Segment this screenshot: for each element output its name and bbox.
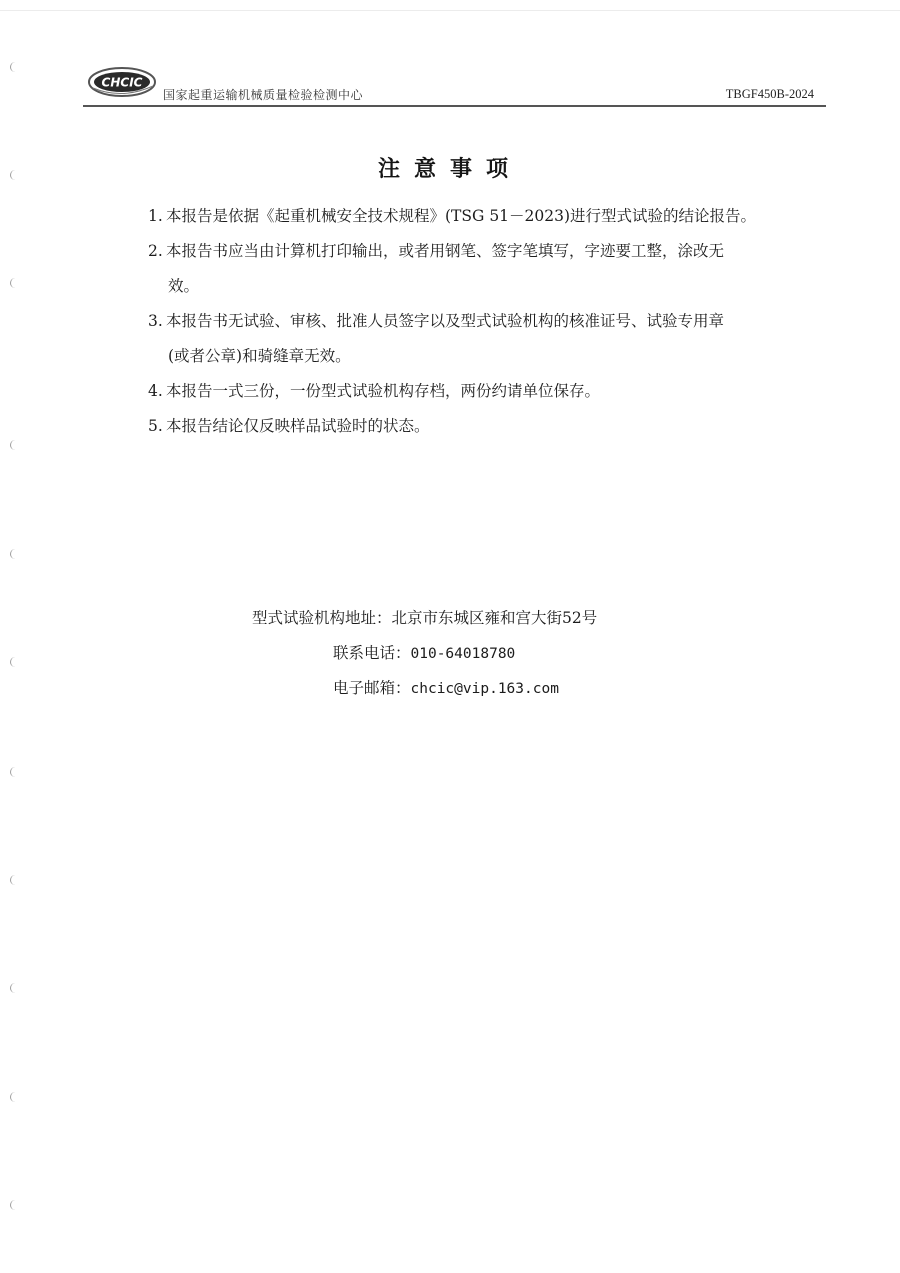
notice-item xyxy=(148,374,838,409)
notice-text: 本报告书无试验、审核、批准人员签字以及型式试验机构的核准证号、试验专用章 xyxy=(166,312,725,330)
punch-hole-mark xyxy=(10,1092,17,1102)
notice-number: 2. xyxy=(148,242,163,260)
document-code: TBGF450B-2024 xyxy=(725,87,814,101)
phone-line xyxy=(333,636,515,671)
punch-hole-mark xyxy=(10,1200,17,1210)
phone-label: 联系电话： xyxy=(333,644,411,662)
notice-text-continued: (或者公章)和骑缝章无效。 xyxy=(168,347,351,365)
header-divider xyxy=(83,105,826,107)
notice-item xyxy=(148,199,838,234)
punch-hole-mark xyxy=(10,549,17,559)
notice-text: 本报告是依据《起重机械安全技术规程》(TSG 51－2023)进行型式试验的结论报告。 xyxy=(166,207,757,225)
organization-name: 国家起重运输机械质量检验检测中心 xyxy=(163,88,364,102)
punch-hole-mark xyxy=(10,983,17,993)
address-line xyxy=(252,601,597,635)
page-header xyxy=(83,64,826,108)
notice-list xyxy=(148,199,838,444)
notice-item xyxy=(148,304,838,374)
email-value: chcic@vip.163.com xyxy=(410,681,559,697)
punch-hole-mark xyxy=(10,62,17,72)
page-top-edge xyxy=(0,10,900,11)
notice-number: 1. xyxy=(148,207,163,225)
address-value: 北京市东城区雍和宫大街52号 xyxy=(391,609,598,627)
email-label: 电子邮箱： xyxy=(333,679,411,697)
svg-text:CHCIC: CHCIC xyxy=(101,75,143,90)
notice-text: 本报告一式三份，一份型式试验机构存档，两份约请单位保存。 xyxy=(166,382,601,400)
chcic-logo-icon xyxy=(87,66,157,100)
email-line xyxy=(333,671,559,706)
punch-hole-mark xyxy=(10,875,17,885)
notice-text: 本报告书应当由计算机打印输出，或者用钢笔、签字笔填写，字迹要工整，涂改无 xyxy=(166,242,725,260)
notice-text-continued: 效。 xyxy=(168,277,200,295)
address-label: 型式试验机构地址： xyxy=(252,609,392,627)
punch-hole-mark xyxy=(10,767,17,777)
notice-number: 5. xyxy=(148,417,163,435)
punch-hole-mark xyxy=(10,278,17,288)
notice-number: 3. xyxy=(148,312,163,330)
notice-text: 本报告结论仅反映样品试验时的状态。 xyxy=(166,417,430,435)
notice-number: 4. xyxy=(148,382,163,400)
punch-hole-mark xyxy=(10,440,17,450)
notice-item xyxy=(148,234,838,304)
page-title: 注意事项 xyxy=(377,157,522,182)
phone-value: 010-64018780 xyxy=(410,646,516,662)
punch-hole-mark xyxy=(10,657,17,667)
notice-item xyxy=(148,409,838,444)
